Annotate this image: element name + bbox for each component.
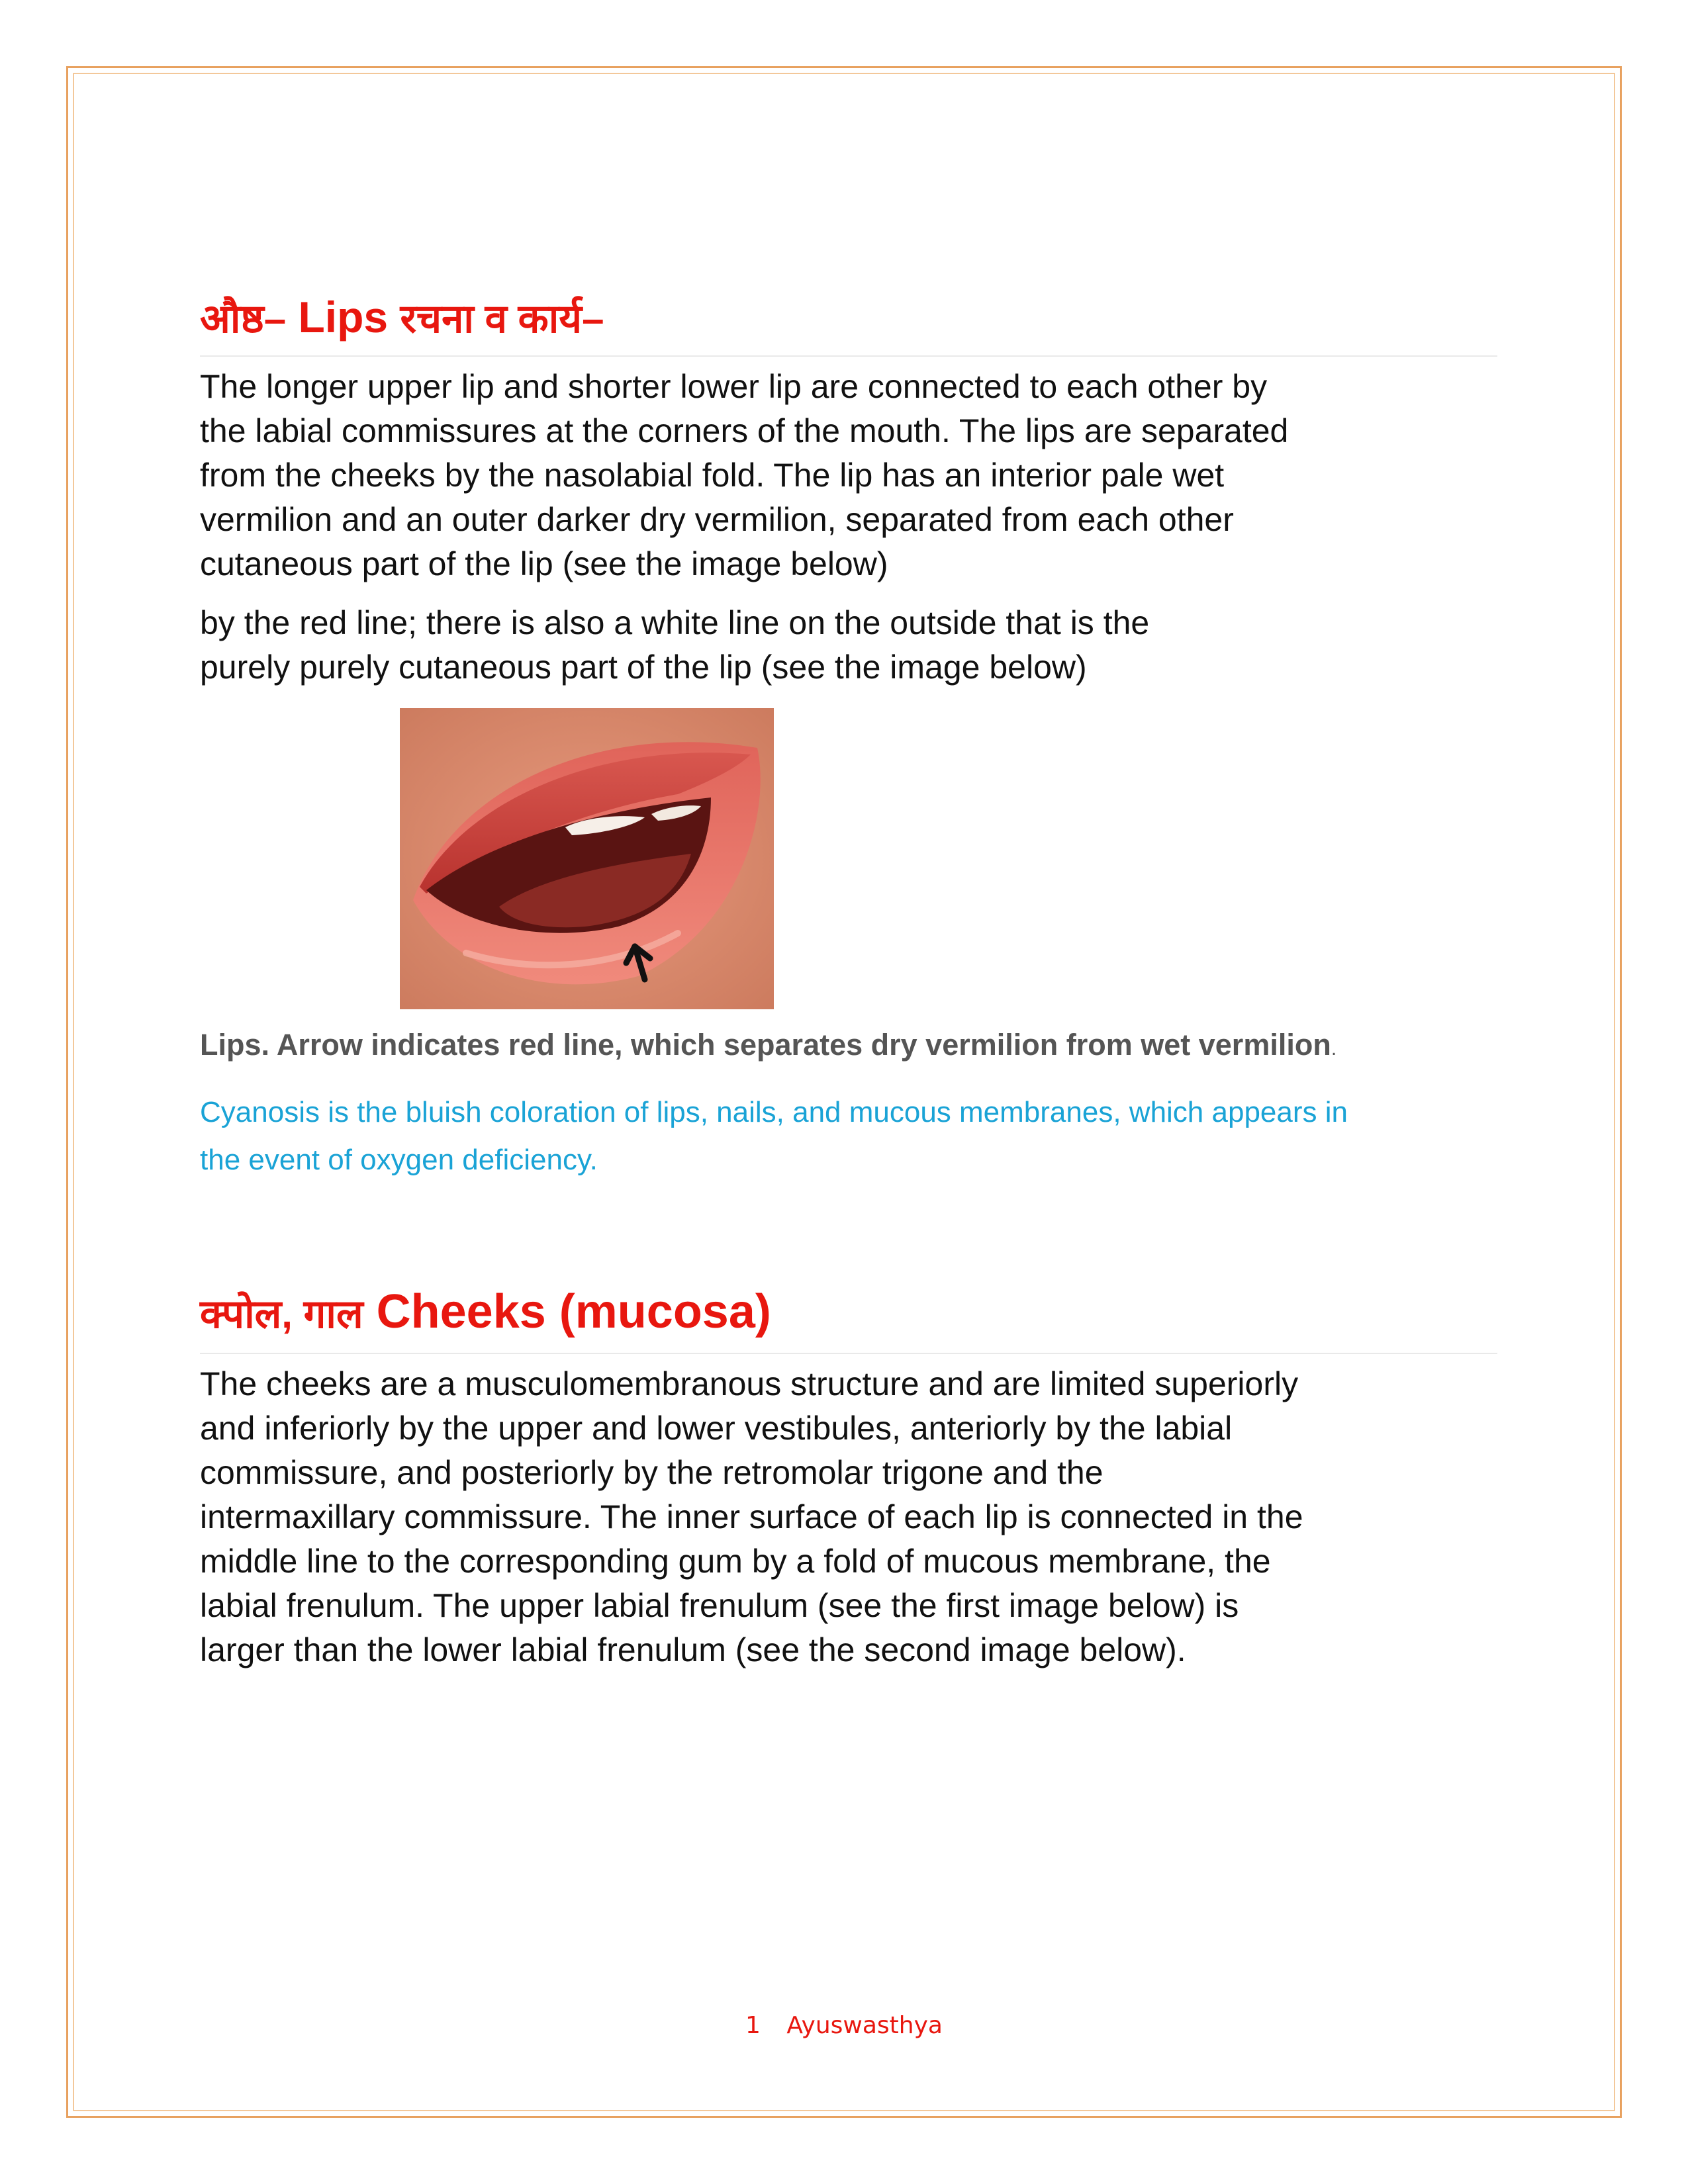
caption-period: . [1331, 1038, 1337, 1060]
paragraph-line: and inferiorly by the upper and lower vestibules, anteriorly by the labial [200, 1409, 1233, 1447]
lips-photo-illustration [400, 708, 774, 1009]
lips-paragraph-2 [200, 601, 1497, 690]
cheeks-heading [200, 1283, 1497, 1353]
note-line: the event of oxygen deficiency. [200, 1144, 598, 1177]
lips-photo [400, 708, 774, 1009]
paragraph-line: The longer upper lip and shorter lower lip are connected to each other by [200, 368, 1268, 406]
document-content [200, 291, 1497, 1672]
paragraph-line: labial frenulum. The upper labial frenulum (see the first image below) is [200, 1586, 1239, 1624]
paragraph-line: larger than the lower labial frenulum (see the second image below). [200, 1631, 1186, 1668]
paragraph-line: vermilion and an outer darker dry vermilion, separated from each other [200, 501, 1234, 539]
paragraph-line: by the red line; there is also a white line on the outside that is the [200, 604, 1150, 642]
paragraph-line: middle line to the corresponding gum by a fold of mucous membrane, the [200, 1542, 1271, 1580]
note-line: Cyanosis is the bluish coloration of lips, nails, and mucous membranes, which appears in [200, 1096, 1348, 1129]
lips-heading-hindi: औष्ठ– [200, 296, 287, 341]
photo-caption [200, 1028, 1497, 1062]
paragraph-line: commissure, and posteriorly by the retromolar trigone and the [200, 1453, 1103, 1491]
lips-heading-hindi-suffix: रचना व कार्य– [400, 296, 604, 341]
paragraph-line: from the cheeks by the nasolabial fold. The lip has an interior pale wet [200, 457, 1225, 494]
cheeks-paragraph [200, 1362, 1497, 1672]
cheeks-heading-hindi: क्पोल, गाल [200, 1292, 363, 1337]
caption-text: Lips. Arrow indicates red line, which separates dry vermilion from wet vermilion [200, 1028, 1331, 1062]
paragraph-line: cutaneous part of the lip (see the image below) [200, 545, 888, 583]
lips-section [200, 291, 1497, 1184]
page-footer [0, 2012, 1688, 2039]
cheeks-section [200, 1283, 1497, 1672]
cyanosis-note [200, 1089, 1497, 1184]
page-number: 1 [745, 2012, 761, 2039]
footer-site-name: Ayuswasthya [786, 2012, 943, 2039]
cheeks-heading-english: Cheeks (mucosa) [376, 1285, 771, 1339]
lips-paragraph-1 [200, 365, 1497, 586]
paragraph-line: intermaxillary commissure. The inner surface of each lip is connected in the [200, 1498, 1303, 1535]
paragraph-line: purely purely cutaneous part of the lip (see the image below) [200, 649, 1087, 686]
paragraph-line: The cheeks are a musculomembranous structure and are limited superiorly [200, 1365, 1299, 1402]
lips-heading [200, 291, 1497, 357]
paragraph-line: the labial commissures at the corners of the mouth. The lips are separated [200, 412, 1289, 450]
lips-heading-english: Lips [298, 293, 389, 341]
